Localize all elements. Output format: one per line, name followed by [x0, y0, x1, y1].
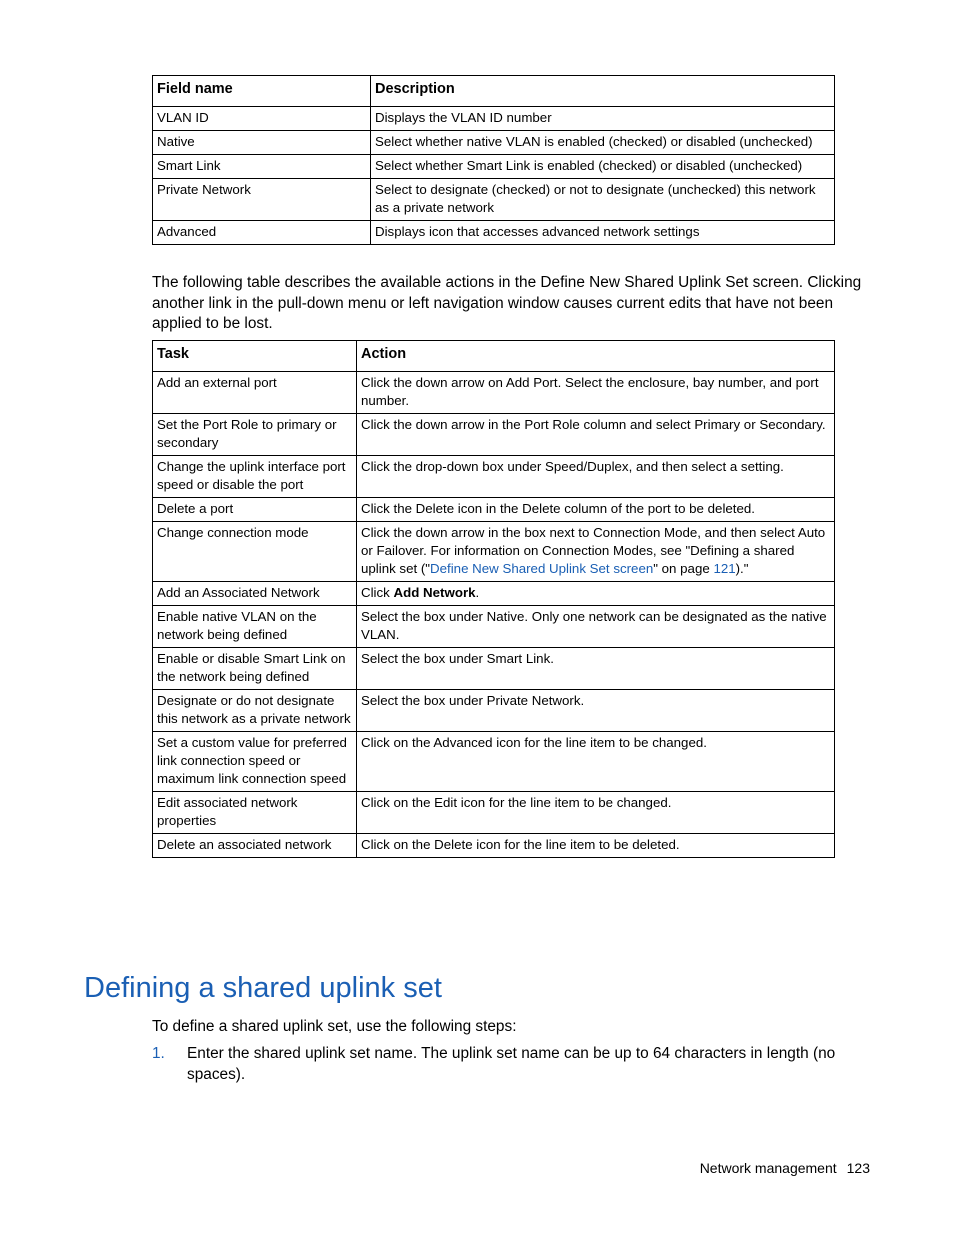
field-description-table: [152, 75, 835, 245]
page-reference-link[interactable]: 121: [713, 561, 736, 576]
action-cell: Select the box under Smart Link.: [357, 648, 835, 690]
description-cell: Select to designate (checked) or not to designate (unchecked) this network as a private network: [371, 179, 835, 221]
page-footer: [700, 1158, 870, 1178]
footer-section-name: Network management: [699, 1160, 837, 1176]
table-row: [153, 648, 835, 690]
action-cell: [357, 582, 835, 606]
action-cell: Click the drop-down box under Speed/Duplex, and then select a setting.: [357, 456, 835, 498]
field-name-cell: Private Network: [153, 179, 371, 221]
action-text: Click the down arrow in the box next to Connection Mode, and then select Auto or Failover. For information on Connection Modes, see "Defining a shared uplink set (": [361, 525, 826, 576]
task-cell: Add an Associated Network: [153, 582, 357, 606]
table-header-row: [153, 76, 835, 107]
action-cell: Click the down arrow in the Port Role column and select Primary or Secondary.: [357, 414, 835, 456]
table-row: [153, 155, 835, 179]
action-cell: [357, 522, 835, 582]
task-cell: Set a custom value for preferred link connection speed or maximum link connection speed: [153, 732, 357, 792]
table-row: [153, 522, 835, 582]
task-action-table: [152, 340, 835, 858]
table-row: [153, 179, 835, 221]
task-cell: Delete a port: [153, 498, 357, 522]
column-header-task: Task: [153, 341, 357, 372]
task-cell: Designate or do not designate this network as a private network: [153, 690, 357, 732]
section-heading: Defining a shared uplink set: [84, 972, 442, 1004]
table-row: [153, 498, 835, 522]
table-row: [153, 414, 835, 456]
table-row: [153, 606, 835, 648]
table-row: [153, 690, 835, 732]
step-number: 1.: [152, 1045, 165, 1062]
table-row: [153, 221, 835, 245]
table-row: [153, 834, 835, 858]
task-cell: Enable native VLAN on the network being defined: [153, 606, 357, 648]
table-row: [153, 792, 835, 834]
field-name-cell: Native: [153, 131, 371, 155]
table-header-row: [153, 341, 835, 372]
table-row: [153, 582, 835, 606]
action-cell: Select the box under Native. Only one network can be designated as the native VLAN.: [357, 606, 835, 648]
steps-intro: To define a shared uplink set, use the following steps:: [152, 1018, 517, 1035]
table-row: [153, 372, 835, 414]
task-cell: Change connection mode: [153, 522, 357, 582]
description-cell: Displays icon that accesses advanced network settings: [371, 221, 835, 245]
cross-reference-link[interactable]: Define New Shared Uplink Set screen: [430, 561, 654, 576]
task-cell: Change the uplink interface port speed or disable the port: [153, 456, 357, 498]
description-cell: Select whether native VLAN is enabled (checked) or disabled (unchecked): [371, 131, 835, 155]
action-cell: Click the Delete icon in the Delete column of the port to be deleted.: [357, 498, 835, 522]
step-item: [152, 1044, 842, 1085]
column-header-field-name: Field name: [153, 76, 371, 107]
task-cell: Enable or disable Smart Link on the network being defined: [153, 648, 357, 690]
task-cell: Delete an associated network: [153, 834, 357, 858]
page-number: 123: [846, 1160, 870, 1176]
action-text: " on page: [653, 561, 714, 576]
action-text: Click: [361, 585, 394, 600]
field-name-cell: VLAN ID: [153, 107, 371, 131]
action-cell: Click the down arrow on Add Port. Select the enclosure, bay number, and port number.: [357, 372, 835, 414]
table-row: [153, 456, 835, 498]
action-cell: Click on the Advanced icon for the line item to be changed.: [357, 732, 835, 792]
table-row: [153, 107, 835, 131]
task-cell: Edit associated network properties: [153, 792, 357, 834]
description-cell: Displays the VLAN ID number: [371, 107, 835, 131]
column-header-action: Action: [357, 341, 835, 372]
field-name-cell: Advanced: [153, 221, 371, 245]
action-text: ).": [735, 561, 749, 576]
step-text: Enter the shared uplink set name. The uplink set name can be up to 64 characters in length (no spaces).: [187, 1045, 836, 1083]
action-text: .: [475, 585, 480, 600]
action-cell: Click on the Edit icon for the line item to be changed.: [357, 792, 835, 834]
action-cell: Click on the Delete icon for the line item to be deleted.: [357, 834, 835, 858]
task-cell: Set the Port Role to primary or secondary: [153, 414, 357, 456]
intro-paragraph: The following table describes the available actions in the Define New Shared Uplink Set screen. Clicking another link in the pull-down menu or left navigation window causes current edits that have not been applied to be lost.: [152, 274, 862, 332]
task-cell: Add an external port: [153, 372, 357, 414]
column-header-description: Description: [371, 76, 835, 107]
table-row: [153, 732, 835, 792]
description-cell: Select whether Smart Link is enabled (checked) or disabled (unchecked): [371, 155, 835, 179]
ui-term-bold: Add Network: [393, 585, 476, 600]
field-name-cell: Smart Link: [153, 155, 371, 179]
table-row: [153, 131, 835, 155]
action-cell: Select the box under Private Network.: [357, 690, 835, 732]
